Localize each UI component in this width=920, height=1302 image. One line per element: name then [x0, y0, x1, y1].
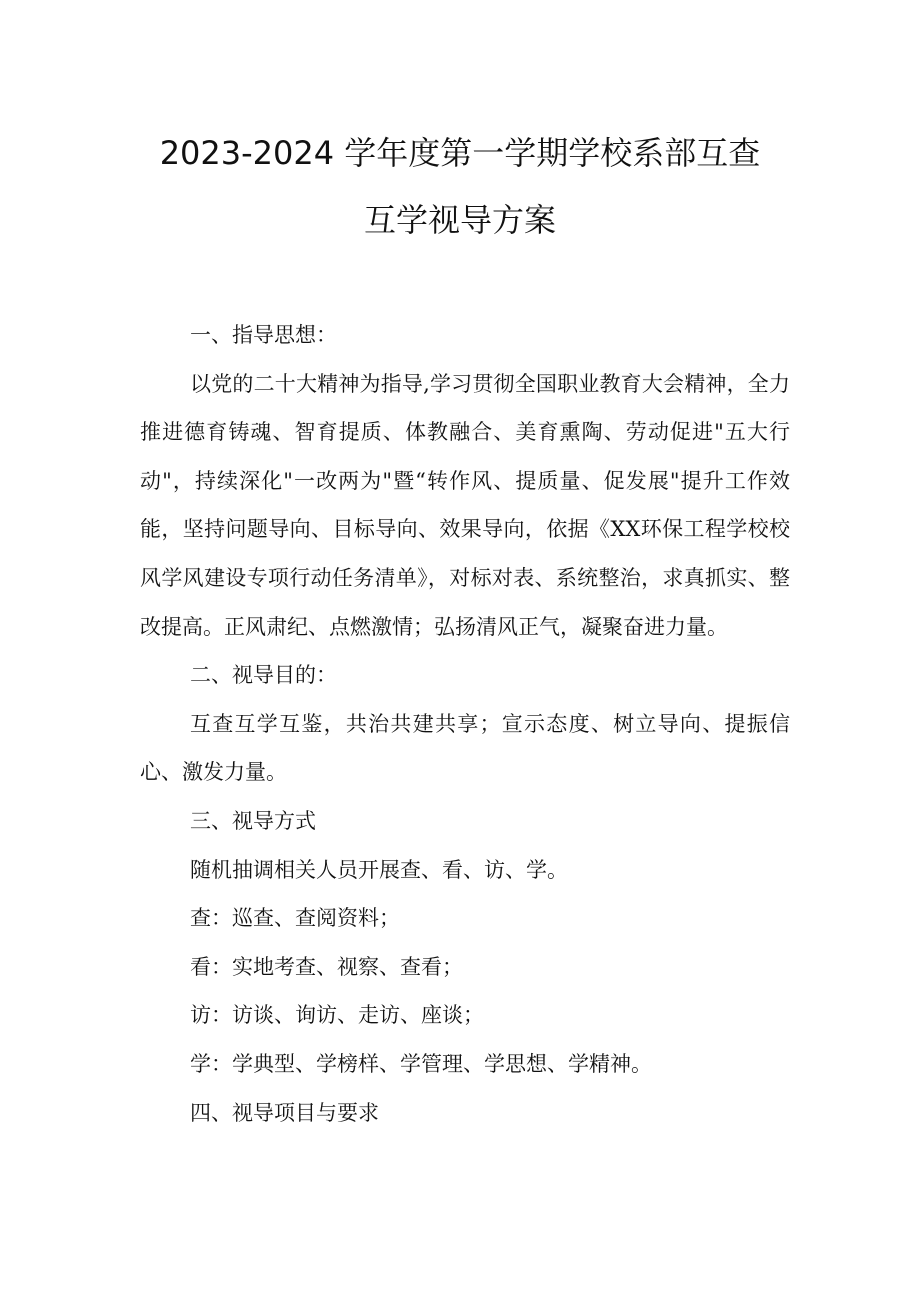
paragraph-purpose: 互查互学互鉴，共治共建共享；宣示态度、树立导向、提振信心、激发力量。: [140, 711, 790, 785]
paragraph-guiding-ideology: 以党的二十大精神为指导,学习贯彻全国职业教育大会精神，全力推进德育铸魂、智育提质、体教融合、美育熏陶、劳动促进"五大行动"，持续深化"一改两为"暨“转作风、提质量、促发展"提升工作效能，坚持问题导向、目标导向、效果导向，依据《XX环保工程学校校风学风建设专项行动任务清单》，对标对表、系统整治，求真抓实、整改提高。正风肃纪、点燃激情；弘扬清风正气，凝聚奋进力量。: [140, 371, 790, 639]
paragraph-method-visit: 访：访谈、询访、走访、座谈；: [190, 1003, 484, 1028]
document-title-line-2: 互学视导方案: [363, 201, 556, 239]
section-heading-method: 三、视导方式: [190, 808, 316, 833]
paragraph-method-learn: 学：学典型、学榜样、学管理、学思想、学精神。: [190, 1051, 652, 1076]
paragraph-method-intro: 随机抽调相关人员开展查、看、访、学。: [190, 857, 568, 882]
document-title-line-1: 2023-2024 学年度第一学期学校系部互查: [159, 134, 761, 172]
paragraph-method-check: 查：巡查、查阅资料；: [190, 906, 400, 931]
paragraph-method-look: 看：实地考查、视察、查看；: [190, 954, 463, 979]
section-heading-guiding-ideology: 一、指导思想：: [190, 323, 337, 347]
document-body: [140, 311, 790, 1137]
section-heading-purpose: 二、视导目的：: [190, 663, 337, 688]
section-heading-items: 四、视导项目与要求: [190, 1100, 379, 1125]
